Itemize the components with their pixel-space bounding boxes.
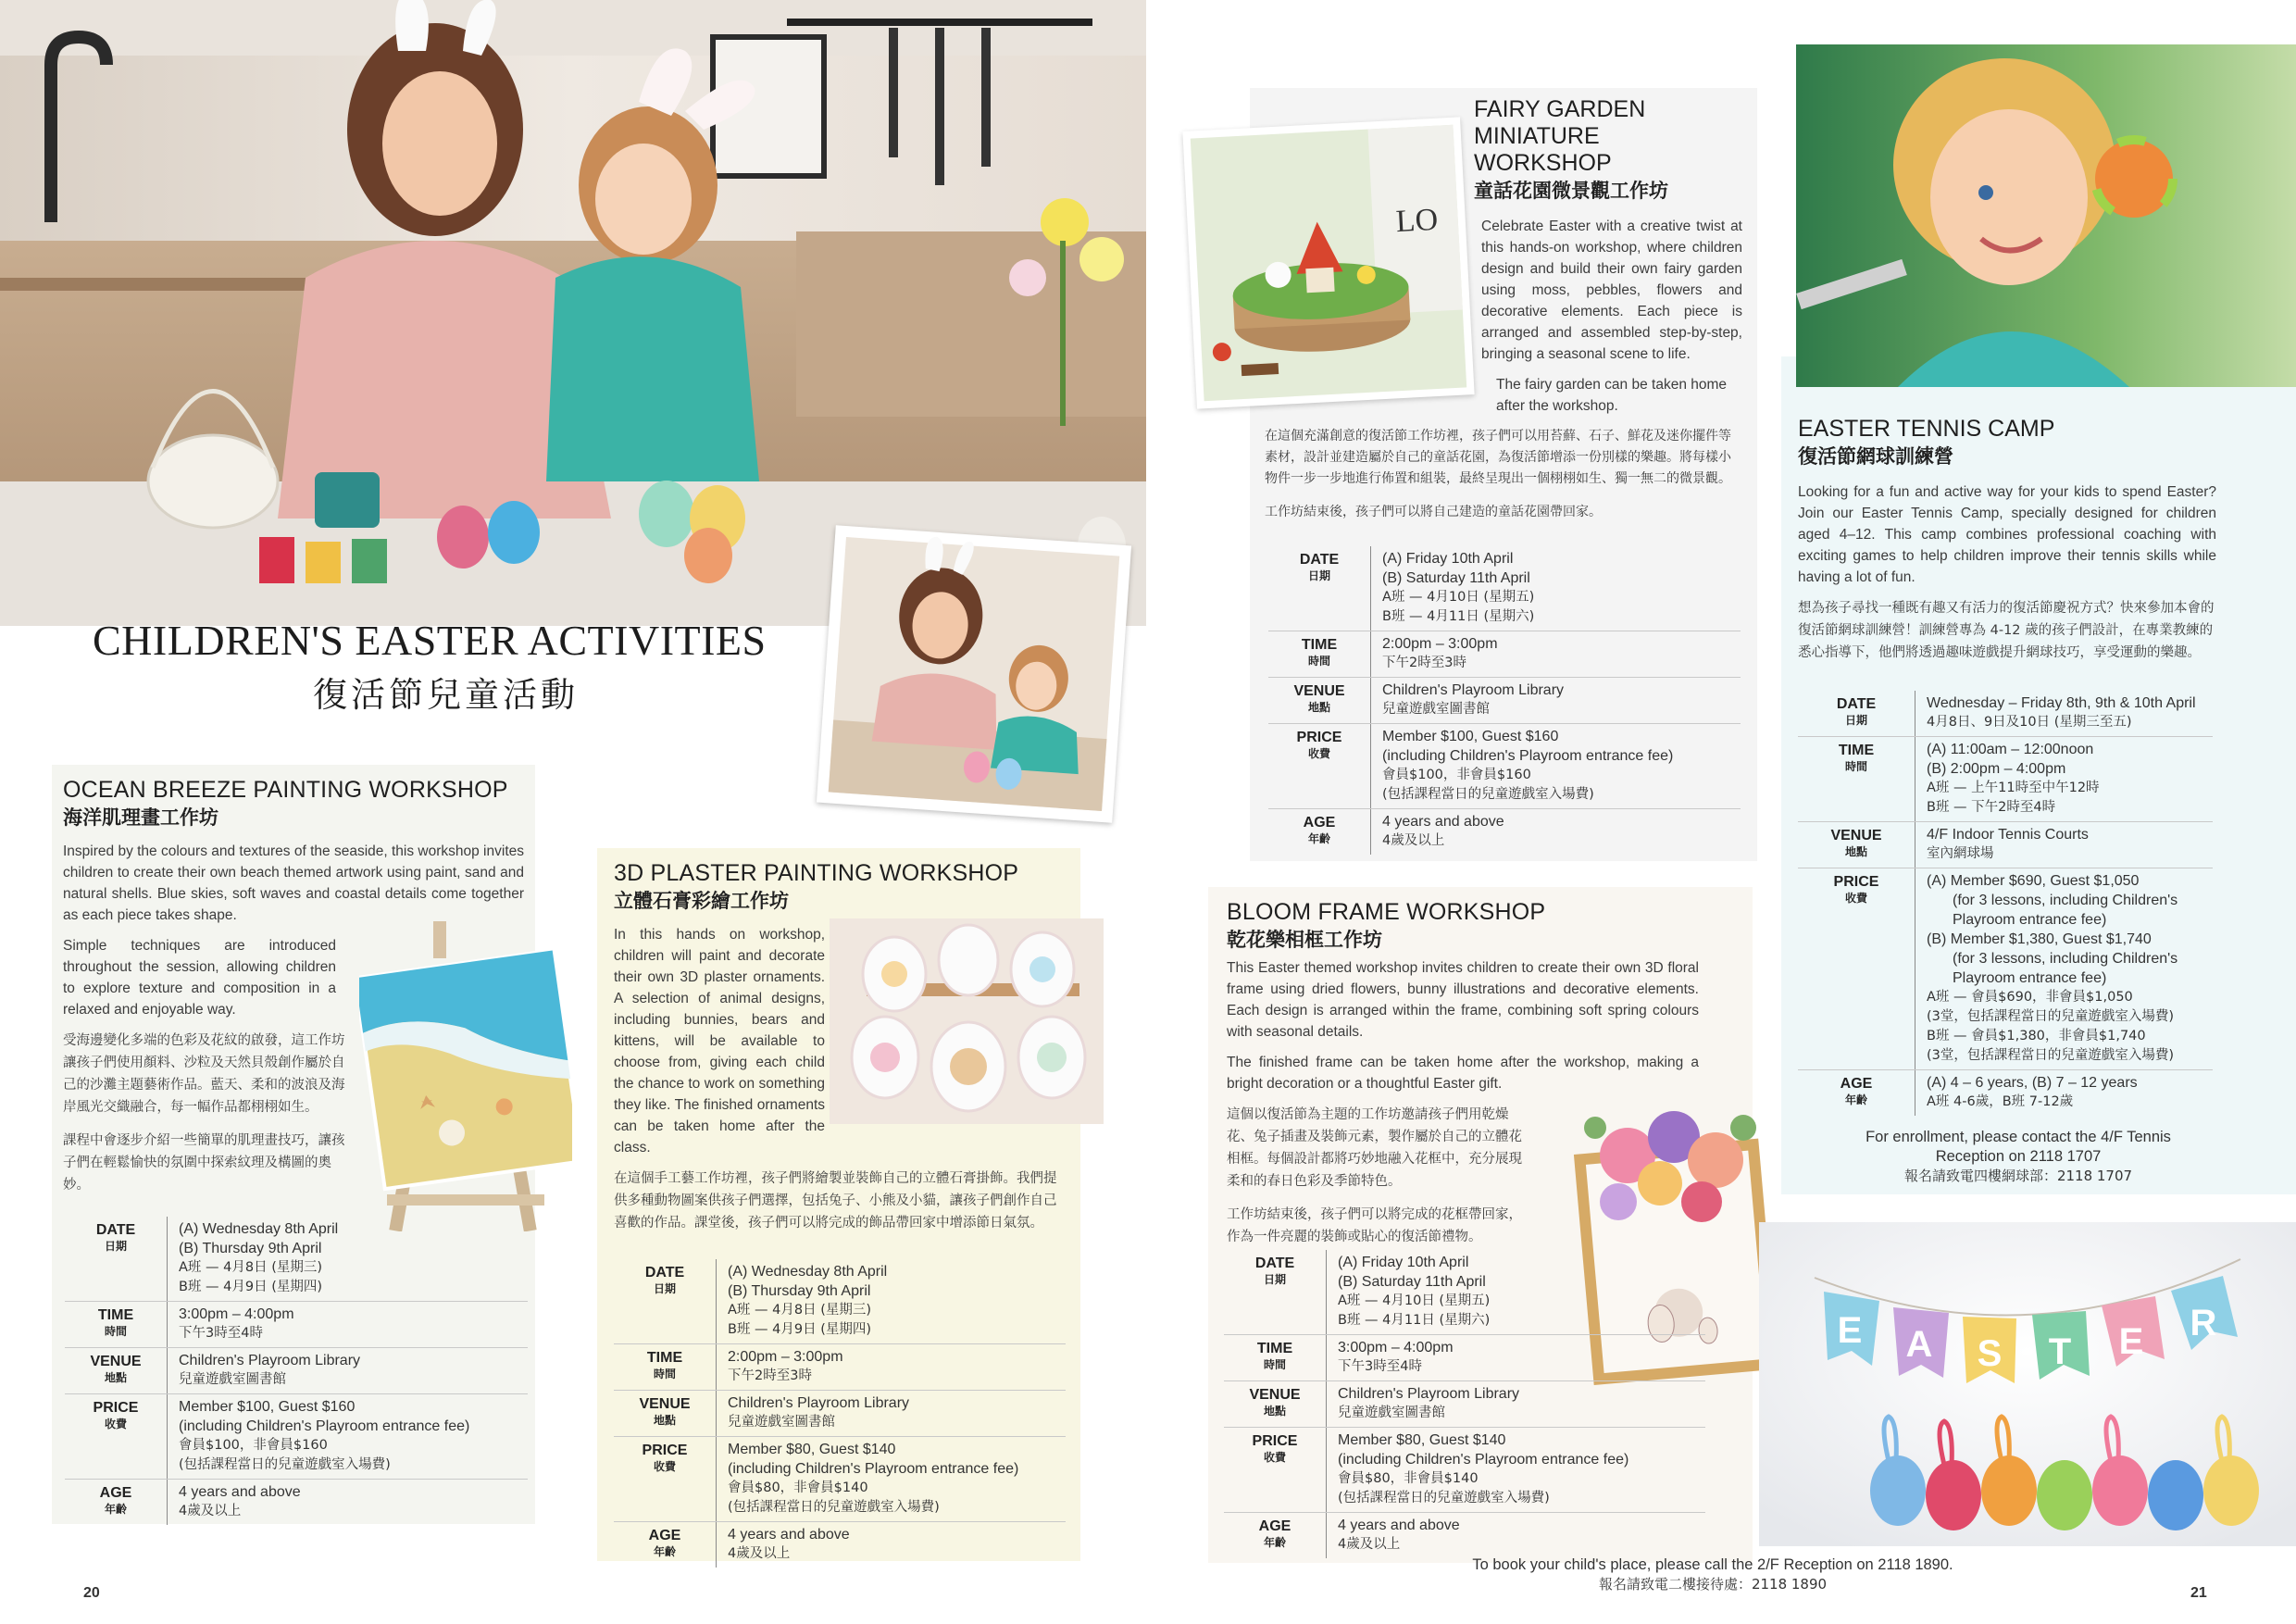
- plaster-date-a-zh: A班 — 4月8日 (星期三): [728, 1303, 872, 1318]
- bloom-date-a-zh: A班 — 4月10日 (星期五): [1338, 1293, 1491, 1308]
- plaster-age-row: [614, 1522, 1066, 1568]
- tennis-time-b: (B) 2:00pm – 4:00pm: [1927, 761, 2066, 777]
- banner-letter-6: R: [2190, 1303, 2217, 1343]
- tennis-price-a-zh: A班 — 會員$690，非會員$1,050: [1927, 990, 2133, 1005]
- plaster-venue: Children's Playroom Library: [728, 1395, 910, 1411]
- bloom-price: Member $80, Guest $140: [1338, 1432, 1506, 1448]
- banner-letter-4: T: [2048, 1331, 2072, 1372]
- plaster-time: 2:00pm – 3:00pm: [728, 1349, 843, 1365]
- ocean-painting-photo: [359, 917, 572, 1231]
- ocean-time-row: [65, 1302, 528, 1348]
- time-label-zh: 時間: [653, 1368, 676, 1380]
- fairy-para2: The fairy garden can be taken home after the workshop.: [1496, 377, 1728, 414]
- time-label: TIME: [646, 1350, 683, 1366]
- bloom-age-zh: 4歲及以上: [1338, 1537, 1401, 1552]
- date-label: DATE: [644, 1265, 685, 1280]
- age-label: AGE: [1303, 815, 1336, 831]
- venue-label-zh: 地點: [1263, 1405, 1286, 1418]
- plaster-time-row: [614, 1344, 1066, 1391]
- ocean-price-row: [65, 1394, 528, 1480]
- date-label: DATE: [1836, 696, 1877, 712]
- venue-label-zh: 地點: [1844, 845, 1867, 858]
- bloom-para2: The finished frame can be taken home after the workshop, making a bright decoration or a thoughtful Easter gift.: [1227, 1055, 1699, 1092]
- age-label-zh: 年齡: [1263, 1536, 1286, 1549]
- age-label: AGE: [99, 1485, 132, 1501]
- fairy-para1: Celebrate Easter with a creative twist at this hands-on workshop, where children design and build their own fairy garden using moss, pebbles, flowers and decorative elements. Each piece is arranged and assembled step-by-step, bringing a seasonal scene to life.: [1481, 219, 1742, 362]
- plaster-price: Member $80, Guest $140: [728, 1442, 896, 1457]
- tennis-price-row: [1798, 868, 2213, 1070]
- ocean-time: 3:00pm – 4:00pm: [179, 1306, 294, 1322]
- ocean-date-b: (B) Thursday 9th April: [179, 1241, 322, 1256]
- tennis-para2-zh: 想為孩子尋找一種既有趣又有活力的復活節慶祝方式？快來參加本會的復活節網球訓練營！訓練營專為 4-12 歲的孩子們設計，在專業教練的悉心指導下，他們將透過趣味遊戲提升網球技巧，享受運動的樂趣。: [1798, 601, 2215, 660]
- price-label: PRICE: [1833, 874, 1879, 890]
- bloom-date-a: (A) Friday 10th April: [1338, 1255, 1469, 1270]
- bloom-para1: This Easter themed workshop invites children to create their own 3D floral frame using dried flowers, bunny illustrations and decorative elements. Each design is arranged within the frame, combining soft spring colours with seasonal details.: [1227, 960, 1699, 1040]
- fairy-date-b: (B) Saturday 11th April: [1382, 570, 1530, 586]
- bloom-date-row: [1224, 1250, 1705, 1335]
- fairy-price-row: [1268, 724, 1741, 809]
- banner-letter-3: S: [1977, 1333, 2003, 1374]
- venue-label: VENUE: [1830, 828, 1882, 843]
- page-number-left: 20: [83, 1585, 100, 1601]
- plaster-title-zh: 立體石膏彩繪工作坊: [614, 890, 789, 912]
- price-label-zh: 收費: [653, 1460, 676, 1473]
- plaster-para2-zh: 在這個手工藝工作坊裡，孩子們將繪製並裝飾自己的立體石膏掛飾。我們提供多種動物圖案供孩子們選擇，包括兔子、小熊及小貓，讓孩子們創作自己喜歡的作品。課堂後，孩子們可以將完成的飾品帶回家中增添節日氣氛。: [614, 1171, 1057, 1230]
- fairy-age-zh: 4歲及以上: [1382, 833, 1445, 848]
- easel-illustration: [359, 917, 572, 1231]
- plaster-date-row: [614, 1259, 1066, 1344]
- hero-photo-illustration: [0, 0, 1146, 626]
- tennis-date: Wednesday – Friday 8th, 9th & 10th April: [1927, 695, 2196, 711]
- venue-label: VENUE: [1249, 1387, 1301, 1403]
- age-label-zh: 年齡: [1307, 832, 1330, 845]
- tennis-date-zh: 4月8日、9日及10日 (星期三至五): [1927, 715, 2132, 730]
- tennis-para1: Looking for a fun and active way for your kids to spend Easter? Join our Easter Tennis Camp, specially designed for children aged 4–12. This camp combines professional coaching with exciting games to help children improve their tennis skills while having a lot of fun.: [1798, 484, 2216, 585]
- fairy-date-a-zh: A班 — 4月10日 (星期五): [1382, 590, 1535, 605]
- tennis-time-row: [1798, 737, 2213, 822]
- time-label-zh: 時間: [1307, 655, 1330, 668]
- plaster-date-b: (B) Thursday 9th April: [728, 1283, 871, 1299]
- ocean-price-zh: 會員$100，非會員$160: [179, 1438, 328, 1453]
- venue-label: VENUE: [639, 1396, 691, 1412]
- ocean-price-note: (including Children's Playroom entrance fee): [179, 1418, 470, 1434]
- tennis-photo: [1796, 44, 2296, 387]
- plaster-price-zh: 會員$80，非會員$140: [728, 1480, 868, 1495]
- tennis-price-a: (A) Member $690, Guest $1,050: [1927, 873, 2140, 889]
- fairy-age-row: [1268, 809, 1741, 856]
- ocean-age-row: [65, 1480, 528, 1526]
- plaster-date-b-zh: B班 — 4月9日 (星期四): [728, 1322, 872, 1337]
- time-label: TIME: [97, 1307, 134, 1323]
- fairy-para4-zh: 工作坊結束後，孩子們可以將自己建造的童話花園帶回家。: [1265, 505, 1602, 519]
- booking-note-en: To book your child's place, please call the 2/F Reception on 2118 1890.: [1472, 1556, 1953, 1573]
- ocean-venue-zh: 兒童遊戲室圖書館: [179, 1372, 286, 1387]
- bloom-age: 4 years and above: [1338, 1518, 1460, 1533]
- bloom-price-zh: 會員$80，非會員$140: [1338, 1471, 1479, 1486]
- tennis-time-a-zh: A班 — 上午11時至中午12時: [1927, 781, 2100, 795]
- date-label: DATE: [1299, 552, 1340, 568]
- bloom-para3-zh: 這個以復活節為主題的工作坊邀請孩子們用乾燥花、兔子插畫及裝飾元素，製作屬於自己的立體花相框。每個設計都將巧妙地融入花框中，充分展現柔和的春日色彩及季節特色。: [1227, 1107, 1522, 1189]
- ocean-para2: Simple techniques are introduced throughout the session, allowing children to explore texture and composition in a relaxed and enjoyable way.: [63, 938, 336, 1018]
- tennis-enroll-en: For enrollment, please contact the 4/F Tennis Reception on 2118 1707: [1866, 1129, 2171, 1165]
- bloom-title-en: BLOOM FRAME WORKSHOP: [1227, 899, 1546, 925]
- price-label: PRICE: [1296, 730, 1342, 745]
- fairy-venue-row: [1268, 678, 1741, 724]
- age-label: AGE: [1258, 1518, 1292, 1534]
- fairy-age: 4 years and above: [1382, 814, 1504, 830]
- fairy-price-note-zh: (包括課程當日的兒童遊戲室入場費): [1382, 787, 1594, 802]
- bloom-para4-zh: 工作坊結束後，孩子們可以將完成的花框帶回家，作為一件亮麗的裝飾或貼心的復活節禮物。: [1227, 1207, 1522, 1244]
- fairy-date-a: (A) Friday 10th April: [1382, 551, 1514, 567]
- bloom-price-note: (including Children's Playroom entrance fee): [1338, 1452, 1629, 1468]
- bloom-date-b: (B) Saturday 11th April: [1338, 1274, 1486, 1290]
- price-label-zh: 收費: [1307, 747, 1330, 760]
- ocean-info-table: [65, 1217, 528, 1525]
- fairy-venue-zh: 兒童遊戲室圖書館: [1382, 702, 1490, 717]
- ocean-age: 4 years and above: [179, 1484, 301, 1500]
- ocean-time-zh: 下午3時至4時: [179, 1326, 263, 1341]
- age-label: AGE: [1840, 1076, 1873, 1092]
- plaster-price-note-zh: (包括課程當日的兒童遊戲室入場費): [728, 1500, 940, 1515]
- tennis-age: (A) 4 – 6 years, (B) 7 – 12 years: [1927, 1075, 2138, 1091]
- fairy-garden-illustration: [1182, 117, 1474, 408]
- date-label: DATE: [1254, 1255, 1295, 1271]
- tennis-time-a: (A) 11:00am – 12:00noon: [1927, 742, 2094, 757]
- fairy-zh-block: [1265, 426, 1742, 534]
- time-label-zh: 時間: [1263, 1358, 1286, 1371]
- plaster-ornaments-photo: [830, 918, 1104, 1124]
- tennis-age-zh: A班 4-6歲，B班 7-12歲: [1927, 1094, 2074, 1109]
- date-label-zh: 日期: [653, 1282, 676, 1295]
- date-label-zh: 日期: [104, 1240, 127, 1253]
- ocean-para1: Inspired by the colours and textures of the seaside, this workshop invites children to create their own beach themed artwork using paint, sand and natural shells. Blue skies, soft waves and coastal details come together as each piece takes shape.: [63, 843, 524, 923]
- ocean-para3-zh: 受海邊變化多端的色彩及花紋的啟發，這工作坊讓孩子們使用顏料、沙粒及天然貝殼創作屬於自己的沙灘主題藝術作品。藍天、柔和的波浪及海岸風光交織融合，每一幅作品都栩栩如生。: [63, 1033, 345, 1115]
- bloom-time-row: [1224, 1335, 1705, 1381]
- tennis-venue-row: [1798, 822, 2213, 868]
- fairy-price-note: (including Children's Playroom entrance fee): [1382, 748, 1674, 764]
- bloom-age-row: [1224, 1513, 1705, 1559]
- ocean-age-zh: 4歲及以上: [179, 1504, 242, 1518]
- polaroid-illustration: [817, 525, 1131, 823]
- tennis-enroll-note: [1833, 1128, 2203, 1186]
- date-label: DATE: [95, 1222, 136, 1238]
- tennis-age-row: [1798, 1070, 2213, 1117]
- price-label-zh: 收費: [1844, 892, 1867, 905]
- ocean-date-b-zh: B班 — 4月9日 (星期四): [179, 1280, 323, 1294]
- bloom-venue: Children's Playroom Library: [1338, 1386, 1520, 1402]
- booking-note: [1444, 1555, 1981, 1594]
- tennis-venue-zh: 室內網球場: [1927, 846, 1994, 861]
- tennis-venue: 4/F Indoor Tennis Courts: [1927, 827, 2089, 843]
- plaster-time-zh: 下午2時至3時: [728, 1368, 812, 1383]
- plaster-para1: In this hands on workshop, children will paint and decorate their own 3D plaster ornaments. A selection of animal designs, including bunnies, bears and kittens, will be available to choose from, giving each child the chance to work on something they like. The finished ornaments can be taken home after the class.: [614, 927, 825, 1156]
- booking-note-zh: 報名請致電二樓接待處：2118 1890: [1598, 1576, 1828, 1593]
- ornaments-illustration: [830, 918, 1104, 1124]
- easter-eggs-photo: [1759, 1222, 2296, 1546]
- fairy-title-en-1: FAIRY GARDEN: [1474, 96, 1646, 122]
- bloom-venue-zh: 兒童遊戲室圖書館: [1338, 1405, 1445, 1420]
- banner-letter-1: E: [1837, 1310, 1863, 1351]
- bloom-price-note-zh: (包括課程當日的兒童遊戲室入場費): [1338, 1491, 1550, 1505]
- venue-label-zh: 地點: [1307, 701, 1330, 714]
- fairy-title-zh: 童話花園微景觀工作坊: [1474, 180, 1668, 202]
- price-label: PRICE: [93, 1400, 139, 1416]
- price-label-zh: 收費: [1263, 1451, 1286, 1464]
- date-label-zh: 日期: [1844, 714, 1867, 727]
- ocean-price: Member $100, Guest $160: [179, 1399, 356, 1415]
- fairy-time-zh: 下午2時至3時: [1382, 656, 1466, 670]
- ocean-date-a-zh: A班 — 4月8日 (星期三): [179, 1260, 323, 1275]
- banner-letter-5: E: [2118, 1321, 2144, 1362]
- fairy-sign-text: LO: [1394, 202, 1440, 240]
- fairy-time-row: [1268, 631, 1741, 678]
- bloom-date-b-zh: B班 — 4月11日 (星期六): [1338, 1313, 1491, 1328]
- tennis-info-table: [1798, 691, 2213, 1116]
- venue-label: VENUE: [90, 1354, 142, 1369]
- plaster-title-en: 3D PLASTER PAINTING WORKSHOP: [614, 860, 1019, 886]
- ocean-date-row: [65, 1217, 528, 1302]
- plaster-price-note: (including Children's Playroom entrance fee): [728, 1461, 1019, 1477]
- venue-label-zh: 地點: [653, 1414, 676, 1427]
- plaster-venue-row: [614, 1391, 1066, 1437]
- bloom-info-table: [1224, 1250, 1705, 1558]
- fairy-garden-photo: [1182, 117, 1474, 408]
- price-label-zh: 收費: [104, 1418, 127, 1430]
- page-number-right: 21: [2190, 1585, 2207, 1601]
- venue-label: VENUE: [1293, 683, 1345, 699]
- hero-photo: [0, 0, 1146, 626]
- age-label-zh: 年齡: [104, 1503, 127, 1516]
- fairy-date-row: [1268, 546, 1741, 631]
- tennis-time-b-zh: B班 — 下午2時至4時: [1927, 800, 2056, 815]
- plaster-date-a: (A) Wednesday 8th April: [728, 1264, 888, 1280]
- fairy-date-b-zh: B班 — 4月11日 (星期六): [1382, 609, 1535, 624]
- venue-label-zh: 地點: [104, 1371, 127, 1384]
- price-label: PRICE: [642, 1443, 688, 1458]
- bloom-time: 3:00pm – 4:00pm: [1338, 1340, 1454, 1355]
- tennis-text-block: [1798, 415, 2216, 675]
- page-title-zh: 復活節兒童活動: [313, 675, 579, 715]
- date-label-zh: 日期: [1263, 1273, 1286, 1286]
- time-label: TIME: [1301, 637, 1338, 653]
- age-label-zh: 年齡: [1844, 1093, 1867, 1106]
- fairy-para3-zh: 在這個充滿創意的復活節工作坊裡，孩子們可以用苔蘚、石子、鮮花及迷你擺件等素材，設計並建造屬於自己的童話花園，為復活節增添一份別樣的樂趣。將每樣小物件一步一步地進行佈置和組裝，最終呈現出一個栩栩如生、獨一無二的微景觀。: [1265, 429, 1731, 486]
- easter-eggs-illustration: [1759, 1222, 2296, 1546]
- plaster-age-zh: 4歲及以上: [728, 1546, 791, 1561]
- tennis-title-zh: 復活節網球訓練營: [1798, 445, 1953, 468]
- fairy-text-block: [1474, 96, 1742, 426]
- tennis-price-b-note-zh: (3堂，包括課程當日的兒童遊戲室入場費): [1927, 1048, 2175, 1063]
- ocean-para4-zh: 課程中會逐步介紹一些簡單的肌理畫技巧，讓孩子們在輕鬆愉快的氛圍中探索紋理及構圖的奧妙。: [63, 1133, 345, 1193]
- bloom-price-row: [1224, 1428, 1705, 1513]
- fairy-info-table: [1268, 546, 1741, 855]
- ocean-date-a: (A) Wednesday 8th April: [179, 1221, 339, 1237]
- plaster-price-row: [614, 1437, 1066, 1522]
- price-label: PRICE: [1252, 1433, 1298, 1449]
- polaroid-photo: [817, 525, 1131, 823]
- bloom-title-zh: 乾花樂相框工作坊: [1227, 929, 1382, 951]
- tennis-price-b-zh: B班 — 會員$1,380，非會員$1,740: [1927, 1029, 2146, 1043]
- fairy-price-zh: 會員$100，非會員$160: [1382, 768, 1531, 782]
- tennis-price-a-note: (for 3 lessons, including Children's Playroom entrance fee): [1953, 893, 2178, 928]
- age-label: AGE: [648, 1528, 681, 1543]
- plaster-info-table: [614, 1259, 1066, 1568]
- tennis-price-b: (B) Member $1,380, Guest $1,740: [1927, 931, 2152, 947]
- time-label-zh: 時間: [104, 1325, 127, 1338]
- plaster-age: 4 years and above: [728, 1527, 850, 1543]
- tennis-title-en: EASTER TENNIS CAMP: [1798, 416, 2055, 442]
- ocean-title-en: OCEAN BREEZE PAINTING WORKSHOP: [63, 777, 508, 803]
- bloom-venue-row: [1224, 1381, 1705, 1428]
- fairy-price: Member $100, Guest $160: [1382, 729, 1559, 744]
- tennis-enroll-zh: 報名請致電四樓網球部：2118 1707: [1903, 1168, 2133, 1184]
- tennis-date-row: [1798, 691, 2213, 737]
- ocean-venue: Children's Playroom Library: [179, 1353, 361, 1368]
- fairy-time: 2:00pm – 3:00pm: [1382, 636, 1498, 652]
- age-label-zh: 年齡: [653, 1545, 676, 1558]
- bloom-time-zh: 下午3時至4時: [1338, 1359, 1422, 1374]
- banner-letter-2: A: [1905, 1324, 1933, 1365]
- fairy-venue: Children's Playroom Library: [1382, 682, 1565, 698]
- page-title-en: CHILDREN'S EASTER ACTIVITIES: [93, 617, 767, 664]
- time-label: TIME: [1838, 743, 1875, 758]
- plaster-venue-zh: 兒童遊戲室圖書館: [728, 1415, 835, 1430]
- fairy-title-en-2: MINIATURE WORKSHOP: [1474, 123, 1612, 176]
- ocean-venue-row: [65, 1348, 528, 1394]
- ocean-title-zh: 海洋肌理畫工作坊: [63, 806, 218, 829]
- tennis-boy-illustration: [1796, 44, 2296, 387]
- ocean-price-note-zh: (包括課程當日的兒童遊戲室入場費): [179, 1457, 391, 1472]
- date-label-zh: 日期: [1307, 569, 1330, 582]
- time-label-zh: 時間: [1844, 760, 1867, 773]
- tennis-price-a-note-zh: (3堂，包括課程當日的兒童遊戲室入場費): [1927, 1009, 2175, 1024]
- time-label: TIME: [1256, 1341, 1293, 1356]
- tennis-price-b-note: (for 3 lessons, including Children's Playroom entrance fee): [1953, 951, 2178, 986]
